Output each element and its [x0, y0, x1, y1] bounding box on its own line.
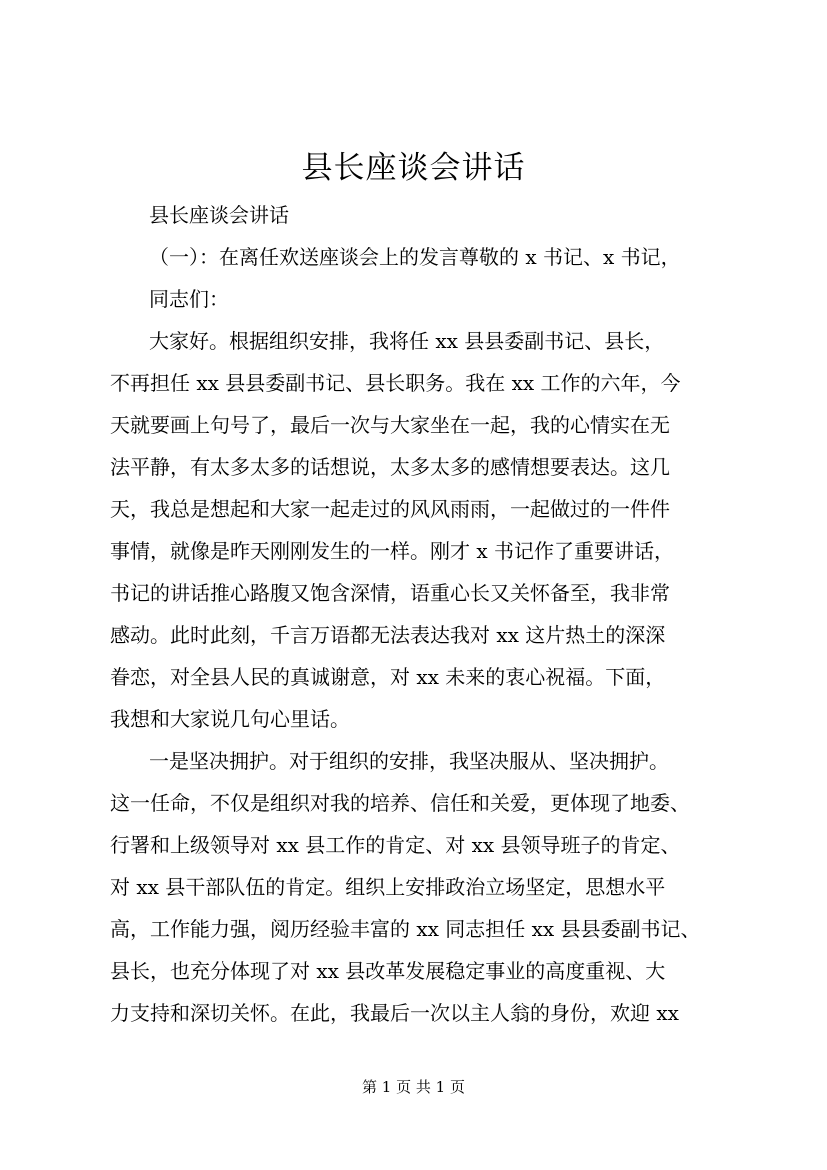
paragraph-line: 力支持和深切关怀。在此，我最后一次以主人翁的身份，欢迎 xx: [110, 1001, 679, 1025]
paragraph-line: 一是坚决拥护。对于组织的安排，我坚决服从、坚决拥护。: [149, 749, 669, 773]
paragraph-line: 眷恋，对全县人民的真诚谢意，对 xx 未来的衷心祝福。下面，: [110, 665, 666, 689]
paragraph-line: 对 xx 县干部队伍的肯定。组织上安排政治立场坚定，思想水平: [110, 875, 666, 899]
paragraph-line: 我想和大家说几句心里话。: [110, 707, 350, 731]
paragraph-line: 同志们：: [149, 287, 229, 311]
paragraph-line: 高，工作能力强，阅历经验丰富的 xx 同志担任 xx 县县委副书记、: [110, 917, 701, 941]
subtitle-line: 县长座谈会讲话: [149, 203, 289, 227]
paragraph-line: 大家好。根据组织安排，我将任 xx 县县委副书记、县长，: [149, 329, 665, 353]
paragraph-line: 不再担任 xx 县县委副书记、县长职务。我在 xx 工作的六年，今: [110, 371, 681, 395]
paragraph-line: 天就要画上句号了，最后一次与大家坐在一起，我的心情实在无: [110, 413, 670, 437]
paragraph-line: （一）：在离任欢送座谈会上的发言尊敬的 x 书记、x 书记，: [149, 245, 681, 269]
paragraph-line: 书记的讲话推心路腹又饱含深情，语重心长又关怀备至，我非常: [110, 581, 670, 605]
paragraph-line: 天，我总是想起和大家一起走过的风风雨雨，一起做过的一件件: [110, 497, 670, 521]
paragraph-line: 感动。此时此刻，千言万语都无法表达我对 xx 这片热土的深深: [110, 623, 666, 647]
paragraph-line: 法平静，有太多太多的话想说，太多太多的感情想要表达。这几: [110, 455, 670, 479]
paragraph-line: 这一任命，不仅是组织对我的培养、信任和关爱，更体现了地委、: [110, 791, 690, 815]
paragraph-line: 行署和上级领导对 xx 县工作的肯定、对 xx 县领导班子的肯定、: [110, 833, 681, 857]
paragraph-line: 县长，也充分体现了对 xx 县改革发展稳定事业的高度重视、大: [110, 959, 666, 983]
page-footer: 第 1 页 共 1 页: [362, 1078, 465, 1096]
document-title: 县长座谈会讲话: [301, 150, 526, 186]
paragraph-line: 事情，就像是昨天刚刚发生的一样。刚才 x 书记作了重要讲话，: [110, 539, 674, 563]
